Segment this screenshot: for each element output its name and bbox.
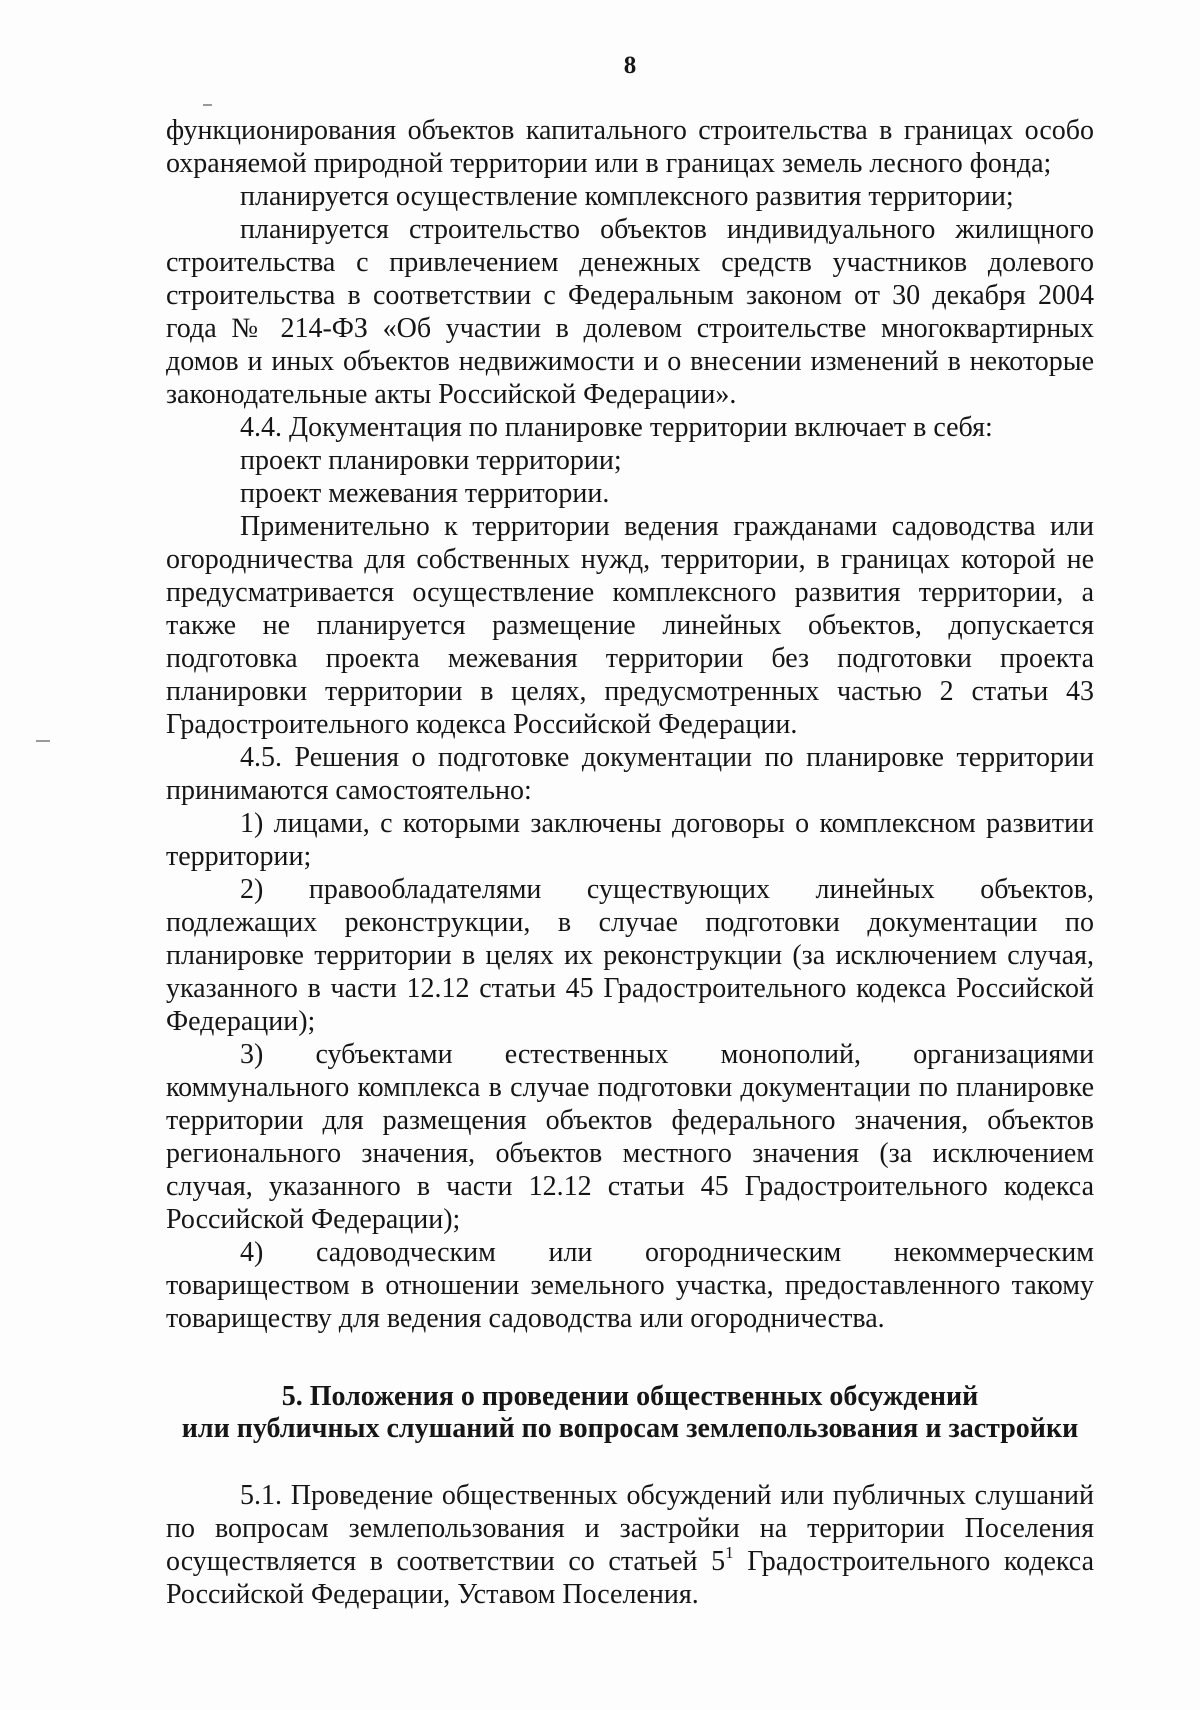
paragraph-5-1-text-end: Градостроительного кодекса Российской Федерации, Уставом Поселения. (166, 1546, 1094, 1610)
paragraph-gardening-territory: Применительно к территории ведения гражданами садоводства или огородничества для собственных нужд, территории, в границах которой не предусматривается осуществление комплексного развития территории, а также не планируется размещение линейных объектов, допускается подготовка проекта межевания территории без подготовки проекта планировки территории в целях, предусмотренных частью 2 статьи 43 Градостроительного кодекса Российской Федерации. (166, 511, 1094, 740)
paragraph-5-1-text: 5.1. Проведение общественных обсуждений или публичных слушаний по вопросам землепользования и застройки на территории Поселения осуществляется в соответствии со статьей 5 (166, 1480, 1094, 1577)
page-number: 8 (623, 52, 637, 79)
section-heading-line-2: или публичных слушаний по вопросам землепользования и застройки (181, 1413, 1079, 1444)
paragraph-planning-project: проект планировки территории; (240, 445, 622, 476)
section-gap (166, 1445, 1094, 1479)
scan-speck (203, 104, 212, 106)
document-body (166, 114, 1094, 1611)
paragraph-individual-housing: планируется строительство объектов индивидуального жилищного строительства с привлечением денежных средств участников долевого строительства в соответствии с Федеральным законом от 30 декабря 2004 года № 214-ФЗ «Об участии в долевом строительстве многоквартирных домов и иных объектов недвижимости и о внесении изменений в некоторые законодательные акты Российской Федерации». (166, 214, 1094, 410)
list-item-2: 2) правообладателями существующих линейных объектов, подлежащих реконструкции, в случае подготовки документации по планировке территории в целях их реконструкции (за исключением случая, указанного в части 12.12 статьи 45 Градостроительного кодекса Российской Федерации); (166, 874, 1094, 1037)
paragraph-complex-development: планируется осуществление комплексного развития территории; (240, 181, 1014, 212)
section-heading (166, 1381, 1094, 1445)
superscript-1: 1 (725, 1543, 734, 1562)
paragraph-5-1 (166, 1479, 1094, 1611)
paragraph-4-4: 4.4. Документация по планировке территории включает в себя: (240, 412, 993, 443)
paragraph-continuation: функционирования объектов капитального строительства в границах особо охраняемой природной территории или в границах земель лесного фонда; (166, 115, 1094, 179)
section-heading-line-1: 5. Положения о проведении общественных обсуждений (281, 1381, 979, 1412)
list-item-4: 4) садоводческим или огородническим некоммерческим товариществом в отношении земельного участка, предоставленного такому товариществу для ведения садоводства или огородничества. (166, 1237, 1094, 1334)
paragraph-survey-project: проект межевания территории. (240, 478, 610, 509)
paragraph-4-5: 4.5. Решения о подготовке документации по планировке территории принимаются самостоятельно: (166, 742, 1094, 806)
list-item-1: 1) лицами, с которыми заключены договоры о комплексном развитии территории; (166, 808, 1094, 872)
scan-speck (36, 740, 50, 742)
list-item-3: 3) субъектами естественных монополий, организациями коммунального комплекса в случае подготовки документации по планировке территории для размещения объектов федерального значения, объектов регионального значения, объектов местного значения (за исключением случая, указанного в части 12.12 статьи 45 Градостроительного кодекса Российской Федерации); (166, 1039, 1094, 1235)
